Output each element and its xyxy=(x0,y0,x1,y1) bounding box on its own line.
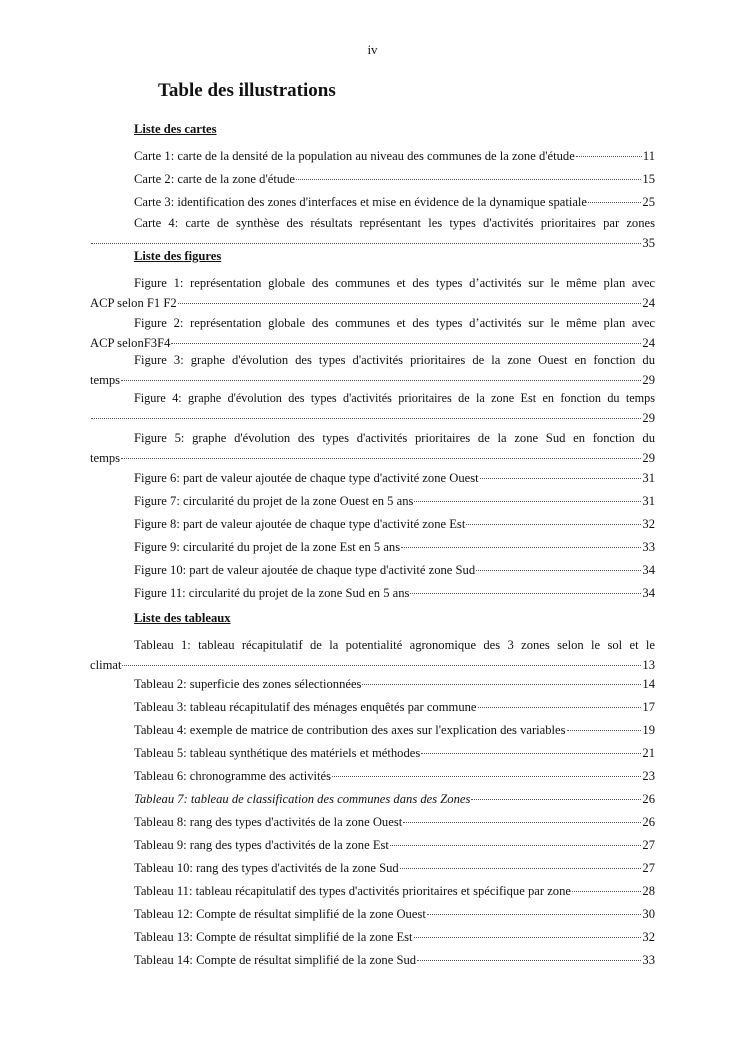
toc-entry-tableau-12[interactable]: Tableau 12: Compte de résultat simplifié de la zone Ouest 30 xyxy=(134,907,655,921)
section-heading-tableaux: Liste des tableaux xyxy=(134,611,231,625)
toc-entry-figure-4[interactable]: Figure 4: graphe d'évolution des types d'activités prioritaires de la zone Est en fonction du temps 29 xyxy=(90,388,655,428)
toc-entry-carte-1[interactable]: Carte 1: carte de la densité de la population au niveau des communes de la zone d'étude 11 xyxy=(134,149,655,163)
toc-entry-tableau-13[interactable]: Tableau 13: Compte de résultat simplifié de la zone Est 32 xyxy=(134,930,655,944)
toc-entry-figure-7[interactable]: Figure 7: circularité du projet de la zone Ouest en 5 ans 31 xyxy=(134,494,655,508)
toc-entry-tableau-4[interactable]: Tableau 4: exemple de matrice de contribution des axes sur l'explication des variables 19 xyxy=(134,723,655,737)
toc-entry-figure-3[interactable]: Figure 3: graphe d'évolution des types d'activités prioritaires de la zone Ouest en fonction du temps 29 xyxy=(90,353,655,387)
toc-entry-figure-6[interactable]: Figure 6: part de valeur ajoutée de chaque type d'activité zone Ouest 31 xyxy=(134,471,655,485)
toc-entry-tableau-14[interactable]: Tableau 14: Compte de résultat simplifié de la zone Sud 33 xyxy=(134,953,655,967)
page-title: Table des illustrations xyxy=(158,80,336,101)
toc-entry-tableau-10[interactable]: Tableau 10: rang des types d'activités de la zone Sud 27 xyxy=(134,861,655,875)
toc-entry-figure-9[interactable]: Figure 9: circularité du projet de la zone Est en 5 ans 33 xyxy=(134,540,655,554)
page-number: iv xyxy=(367,42,378,57)
section-heading-cartes: Liste des cartes xyxy=(134,122,217,136)
toc-entry-figure-11[interactable]: Figure 11: circularité du projet de la zone Sud en 5 ans 34 xyxy=(134,586,655,600)
toc-entry-tableau-7[interactable]: Tableau 7: tableau de classification des communes dans des Zones 26 xyxy=(134,792,655,806)
toc-entry-tableau-11[interactable]: Tableau 11: tableau récapitulatif des types d'activités prioritaires et spécifique par zone 28 xyxy=(134,884,655,898)
toc-entry-tableau-6[interactable]: Tableau 6: chronogramme des activités 23 xyxy=(134,769,655,783)
toc-entry-figure-5[interactable]: Figure 5: graphe d'évolution des types d'activités prioritaires de la zone Sud en fonction du temps 29 xyxy=(90,431,655,465)
toc-entry-figure-2[interactable]: Figure 2: représentation globale des communes et des types d’activités sur le même plan avec ACP selonF3F4 24 xyxy=(90,316,655,350)
toc-entry-carte-2[interactable]: Carte 2: carte de la zone d'étude 15 xyxy=(134,172,655,186)
toc-entry-carte-4[interactable]: Carte 4: carte de synthèse des résultats représentant les types d'activités prioritaires par zones 35 xyxy=(90,213,655,253)
toc-entry-figure-10[interactable]: Figure 10: part de valeur ajoutée de chaque type d'activité zone Sud 34 xyxy=(134,563,655,577)
toc-entry-figure-8[interactable]: Figure 8: part de valeur ajoutée de chaque type d'activité zone Est 32 xyxy=(134,517,655,531)
toc-entry-carte-3[interactable]: Carte 3: identification des zones d'interfaces et mise en évidence de la dynamique spatiale 25 xyxy=(134,195,655,209)
toc-entry-tableau-1[interactable]: Tableau 1: tableau récapitulatif de la potentialité agronomique des 3 zones selon le sol et le climat 13 xyxy=(90,638,655,672)
toc-entry-tableau-5[interactable]: Tableau 5: tableau synthétique des matériels et méthodes 21 xyxy=(134,746,655,760)
section-heading-figures: Liste des figures xyxy=(134,249,222,263)
toc-entry-tableau-2[interactable]: Tableau 2: superficie des zones sélectionnées 14 xyxy=(134,677,655,691)
toc-entry-tableau-9[interactable]: Tableau 9: rang des types d'activités de la zone Est 27 xyxy=(134,838,655,852)
toc-entry-figure-1[interactable]: Figure 1: représentation globale des communes et des types d’activités sur le même plan avec ACP selon F1 F2 24 xyxy=(90,276,655,310)
toc-entry-tableau-8[interactable]: Tableau 8: rang des types d'activités de la zone Ouest 26 xyxy=(134,815,655,829)
toc-entry-tableau-3[interactable]: Tableau 3: tableau récapitulatif des ménages enquêtés par commune 17 xyxy=(134,700,655,714)
